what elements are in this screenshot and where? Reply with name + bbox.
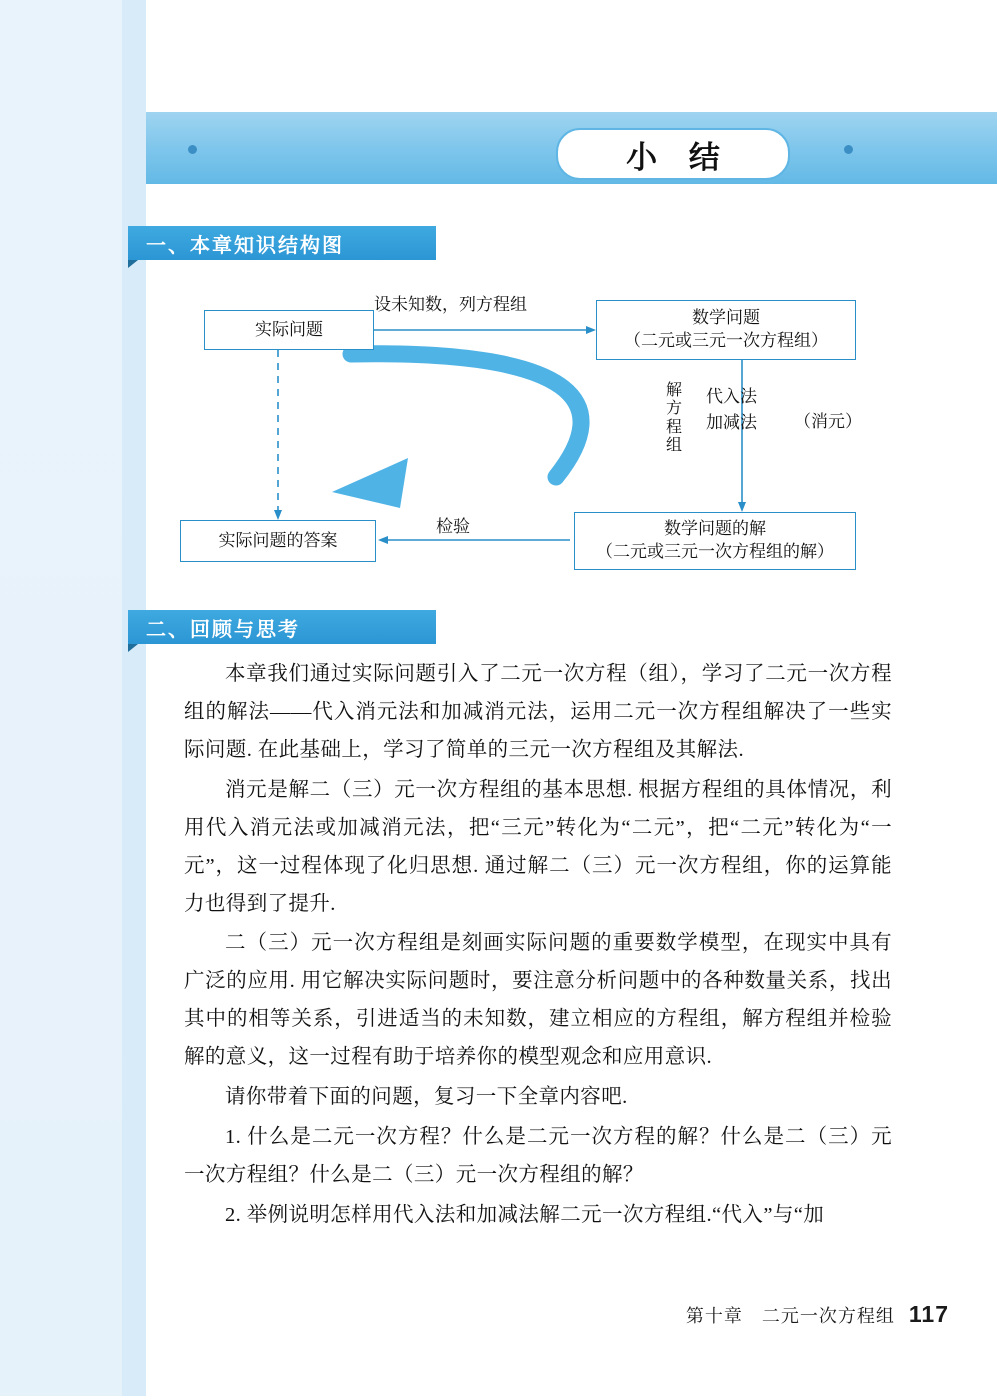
diagram-box-label-line2: （二元或三元一次方程组） — [624, 331, 828, 350]
diagram-label-eliminate: （消元） — [794, 412, 862, 431]
paragraph: 2. 举例说明怎样用代入法和加减法解二元一次方程组.“代入”与“加 — [225, 1203, 825, 1226]
paragraph: 本章我们通过实际问题引入了二元一次方程（组），学习了二元一次方程组的解法——代入消元法和加减消元法，运用二元一次方程组解决了一些实际问题. 在此基础上，学习了简单的三元一次方程组及其解法. — [184, 663, 892, 761]
page-title: 小 结 — [626, 139, 732, 175]
paragraph: 1. 什么是二元一次方程？什么是二元一次方程的解？什么是二（三）元一次方程组？什么是二（三）元一次方程组的解？ — [184, 1126, 892, 1186]
diagram-label-solve-group: 解方程组 — [665, 382, 682, 455]
binder-hole-left-icon — [188, 145, 197, 154]
diagram-box-label-line2: （二元或三元一次方程组的解） — [596, 542, 834, 561]
page-title-plate — [556, 128, 790, 180]
paragraph: 消元是解二（三）元一次方程组的基本思想. 根据方程组的具体情况，利用代入消元法或加减消元法，把“三元”转化为“二元”，把“二元”转化为“一元”，这一过程体现了化归思想. 通过解二（三）元一次方程组，你的运算能力也得到了提升. — [184, 778, 892, 915]
binder-hole-right-icon — [844, 145, 853, 154]
section-heading-label: 一、本章知识结构图 — [146, 234, 344, 257]
paragraph: 请你带着下面的问题，复习一下全章内容吧. — [225, 1086, 628, 1109]
body-text — [184, 656, 892, 1237]
diagram-box-label: 实际问题的答案 — [218, 530, 338, 550]
diagram-box-real-problem — [204, 310, 374, 350]
section-heading-label: 二、回顾与思考 — [146, 618, 300, 641]
diagram-box-label-line1: 数学问题 — [692, 308, 760, 328]
diagram-label-set-unknowns: 设未知数，列方程组 — [374, 295, 527, 314]
section-heading-knowledge-structure — [128, 226, 436, 260]
diagram-box-real-answer — [180, 520, 376, 562]
knowledge-structure-diagram — [146, 272, 997, 592]
footer-chapter: 第十章 二元一次方程组 — [685, 1306, 895, 1326]
page-number: 117 — [908, 1301, 949, 1327]
page-left-strip — [122, 0, 146, 1396]
diagram-label-methods: 代入法 加减法 — [706, 387, 757, 432]
diagram-box-math-solution — [574, 512, 856, 570]
diagram-box-label-line1: 数学问题的解 — [664, 519, 766, 539]
diagram-label-check: 检验 — [436, 517, 470, 536]
diagram-box-label: 实际问题 — [255, 319, 323, 339]
page-header-band — [146, 112, 997, 184]
section-heading-review-and-think — [128, 610, 436, 644]
diagram-box-math-problem — [596, 300, 856, 360]
paragraph: 二（三）元一次方程组是刻画实际问题的重要数学模型，在现实中具有广泛的应用. 用它解决实际问题时，要注意分析问题中的各种数量关系，找出其中的相等关系，引进适当的未知数，建立相应的方程组，解方程组并检验解的意义，这一过程有助于培养你的模型观念和应用意识. — [184, 932, 892, 1069]
page-footer — [686, 1301, 949, 1328]
